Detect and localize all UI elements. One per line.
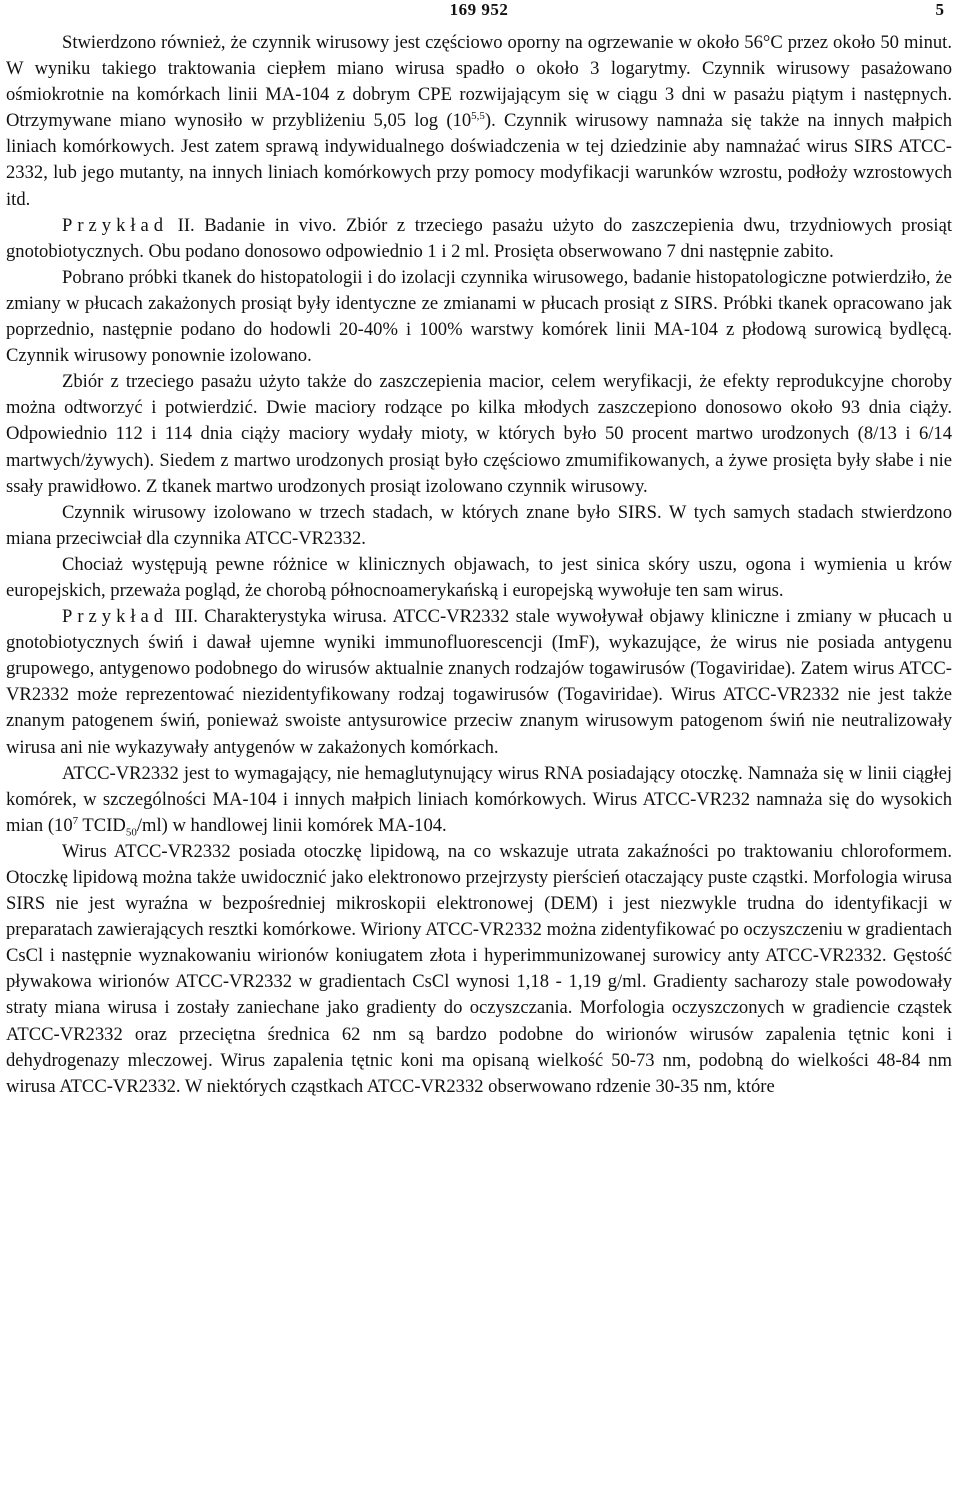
paragraph-example-3: Przykład III. Charakterystyka wirusa. ATCC-VR2332 stale wywoływał objawy kliniczne i zmiany w płucach u gnotobiotycznych świń i dawał ujemne wyniki immunofluorescencji (ImF), wykazujące, że wirus nie posiada antygenu grupowego, antygenowo podobnego do wirusów aktualnie znanych rodzajów togawirusów (Togaviridae). Zatem wirus ATCC-VR2332 może reprezentować niezidentyfikowany rodzaj togawirusów (Togaviridae). Wirus ATCC-VR2332 nie jest także znanym patogenem świń, ponieważ swoiste antysurowice przeciw znanym wirusowym patogenom świń nie neutralizowały wirusa ani nie wykazywały antygenów w zakażonych komórkach. [6,606,952,758]
subscript: 50 [125,826,137,839]
patent-number: 169 952 [449,0,509,19]
example-label: Przykład [62,214,169,236]
paragraph-herds: Czynnik wirusowy izolowano w trzech stadach, w których znane było SIRS. W tych samych stadach stwierdzono miana przeciwciał dla czynnika ATCC-VR2332. [6,501,952,549]
superscript: 5,5 [471,110,485,123]
paragraph-rna-virus: ATCC-VR2332 jest to wymagający, nie hemaglutynujący wirus RNA posiadający otoczkę. Namnaża się w linii ciągłej komórek, w szczególności MA-104 i innych małpich liniach komórkowych. Wirus ATCC-VR232 namnaża się do wysokich mian ($10^7$ $TCID_{50}/ml$) w handlowej linii komórek MA-104. [6,762,952,839]
paragraph-example-2: Przykład II. Badanie in vivo. Zbiór z trzeciego pasażu użyto do zaszczepienia dwu, trzydniowych prosiąt gnotobiotycznych. Obu podano donosowo odpowiednio 1 i 2 ml. Prosięta obserwowano 7 dni następnie zabito. [6,214,952,262]
paragraph-sows: Zbiór z trzeciego pasażu użyto także do zaszczepienia macior, celem weryfikacji, że efekty reprodukcyjne choroby można odtworzyć i potwierdzić. Dwie maciory rodzące po kilka młodych zaszczepiono donosowo około 93 dnia ciąży. Odpowiednio 112 i 114 dnia ciąży maciory wydały mioty, w których było 50 procent martwo urodzonych (8/13 i 6/14 martwych/żywych). Siedem z martwo urodzonych prosiąt było częściowo zmumifikowanych, a żywe prosięta były słabe i nie ssały prawidłowo. Z tkanek martwo urodzonych prosiąt izolowano czynnik wirusowy. [6,371,952,497]
page-header [6,0,952,30]
example-label: Przykład [62,606,169,628]
paragraph-differences: Chociaż występują pewne różnice w klinicznych objawach, to jest sinica skóry uszu, ogona i wymienia u krów europejskich, przeważa pogląd, że chorobą północnoamerykańską i europejską wywołuje ten sam wirus. [6,553,952,601]
paragraph-histopathology: Pobrano próbki tkanek do histopatologii i do izolacji czynnika wirusowego, badanie histopatologiczne potwierdziło, że zmiany w płucach zakażonych prosiąt były identyczne ze zmianami w płucach prosiąt z SIRS. Próbki tkanek opracowano jak poprzednio, następnie podano do hodowli 20-40% i 100% warstwy komórek linii MA-104 z płodową surowicą bydlęcą. Czynnik wirusowy ponownie izolowano. [6,266,952,367]
superscript: 7 [72,814,79,827]
body-text [6,30,952,1100]
paragraph-heat-resistance: Stwierdzono również, że czynnik wirusowy jest częściowo oporny na ogrzewanie w około 56°C przez około 50 minut. W wyniku takiego traktowania ciepłem miano wirusa spadło o około 3 logarytmy. Czynnik wirusowy pasażowano ośmiokrotnie na komórkach linii MA-104 z dobrym CPE rozwijającym się w ciągu 3 dni w pasażu piątym i następnych. Otrzymywane miano wynosiło w przybliżeniu 5,05 log (10$^{5,5}$). Czynnik wirusowy namnaża się także na innych małpich liniach komórkowych. Jest zatem sprawą indywidualnego doświadczenia w tej dziedzinie aby namnażać wirus SIRS ATCC-2332, lub jego mutanty, na innych liniach komórkowych przy pomocy modyfikacji warunków wzrostu, podłoży wzrostowych itd. [6,32,952,210]
page-number: 5 [935,0,944,19]
paragraph-morphology: Wirus ATCC-VR2332 posiada otoczkę lipidową, na co wskazuje utrata zakaźności po traktowaniu chloroformem. Otoczkę lipidową można także uwidocznić jako elektronowo przejrzysty pierścień otaczający puste cząstki. Morfologia wirusa SIRS nie jest wyraźna w bezpośredniej mikroskopii elektronowej (DEM) i jest niezwykle trudna do identyfikacji w preparatach zawierających resztki komórkowe. Wiriony ATCC-VR2332 można zidentyfikować po oczyszczeniu w gradientach CsCl i następnie wyznakowaniu wirionów koniugatem złota i hyperimmunizowanej surowicy anty ATCC-VR2332. Gęstość pływakowa wirionów ATCC-VR2332 w gradientach CsCl wynosi 1,18 - 1,19 g/ml. Gradienty sacharozy stale powodowały straty miana wirusa i zostały zaniechane jako gradienty do oczyszczania. Morfologia oczyszczonych w gradiencie cząstek ATCC-VR2332 oraz przeciętna średnica 62 nm są bardzo podobne do wirionów wirusów zapalenia tętnic koni i dehydrogenazy mleczowej. Wirus zapalenia tętnic koni ma opisaną wielkość 50-73 nm, podobną do wielkości 48-84 nm wirusa ATCC-VR2332. W niektórych cząstkach ATCC-VR2332 obserwowano rdzenie 30-35 nm, które [6,840,952,1097]
